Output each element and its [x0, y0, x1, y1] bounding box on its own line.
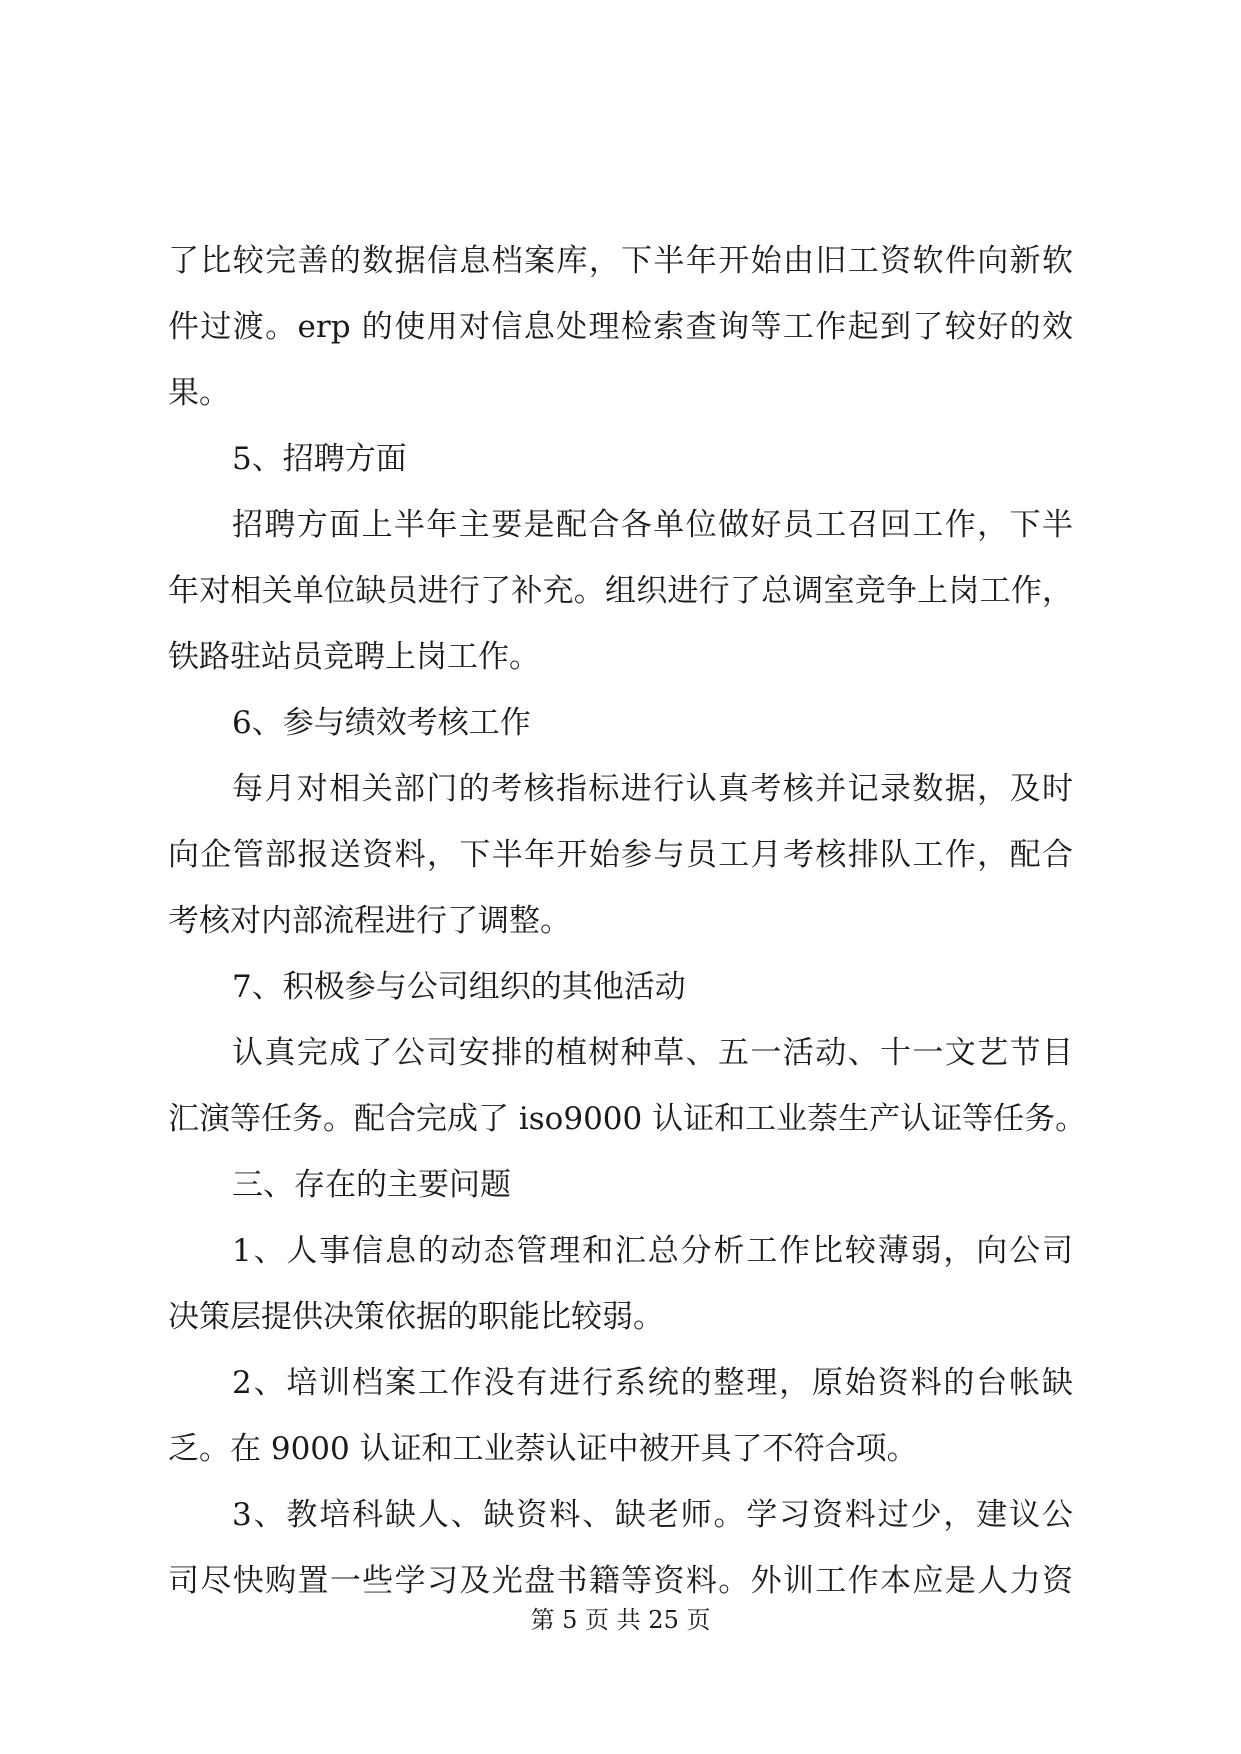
text-line: 每月对相关部门的考核指标进行认真考核并记录数据，及时: [232, 771, 1073, 807]
text-line: 果。: [168, 375, 230, 411]
text-line: 汇演等任务。配合完成了 iso9000 认证和工业萘生产认证等任务。: [168, 1101, 1087, 1137]
text-line: 三、存在的主要问题: [232, 1167, 511, 1203]
text-line: 件过渡。erp 的使用对信息处理检索查询等工作起到了较好的效: [168, 309, 1073, 345]
text-line: 决策层提供决策依据的职能比较弱。: [168, 1299, 664, 1335]
text-line: 招聘方面上半年主要是配合各单位做好员工召回工作，下半: [232, 507, 1073, 543]
text-line: 了比较完善的数据信息档案库，下半年开始由旧工资软件向新软: [168, 243, 1073, 279]
text-line: 7、积极参与公司组织的其他活动: [232, 969, 686, 1005]
text-line: 5、招聘方面: [232, 441, 407, 477]
text-line: 向企管部报送资料，下半年开始参与员工月考核排队工作，配合: [168, 837, 1073, 873]
document-body: [168, 228, 1087, 1614]
text-line: 年对相关单位缺员进行了补充。组织进行了总调室竞争上岗工作，: [168, 573, 1073, 609]
text-line: 6、参与绩效考核工作: [232, 705, 531, 741]
text-line: 2、培训档案工作没有进行系统的整理，原始资料的台帐缺: [232, 1365, 1073, 1401]
text-line: 考核对内部流程进行了调整。: [168, 903, 571, 939]
text-line: 铁路驻站员竞聘上岗工作。: [168, 639, 540, 675]
page-footer: 第 5 页 共 25 页: [530, 1606, 711, 1634]
text-line: 3、教培科缺人、缺资料、缺老师。学习资料过少，建议公: [232, 1497, 1073, 1533]
text-line: 1、人事信息的动态管理和汇总分析工作比较薄弱，向公司: [232, 1233, 1073, 1269]
text-line: 乏。在 9000 认证和工业萘认证中被开具了不符合项。: [168, 1431, 918, 1467]
text-line: 认真完成了公司安排的植树种草、五一活动、十一文艺节目: [232, 1035, 1073, 1071]
text-line: 司尽快购置一些学习及光盘书籍等资料。外训工作本应是人力资: [168, 1563, 1073, 1599]
